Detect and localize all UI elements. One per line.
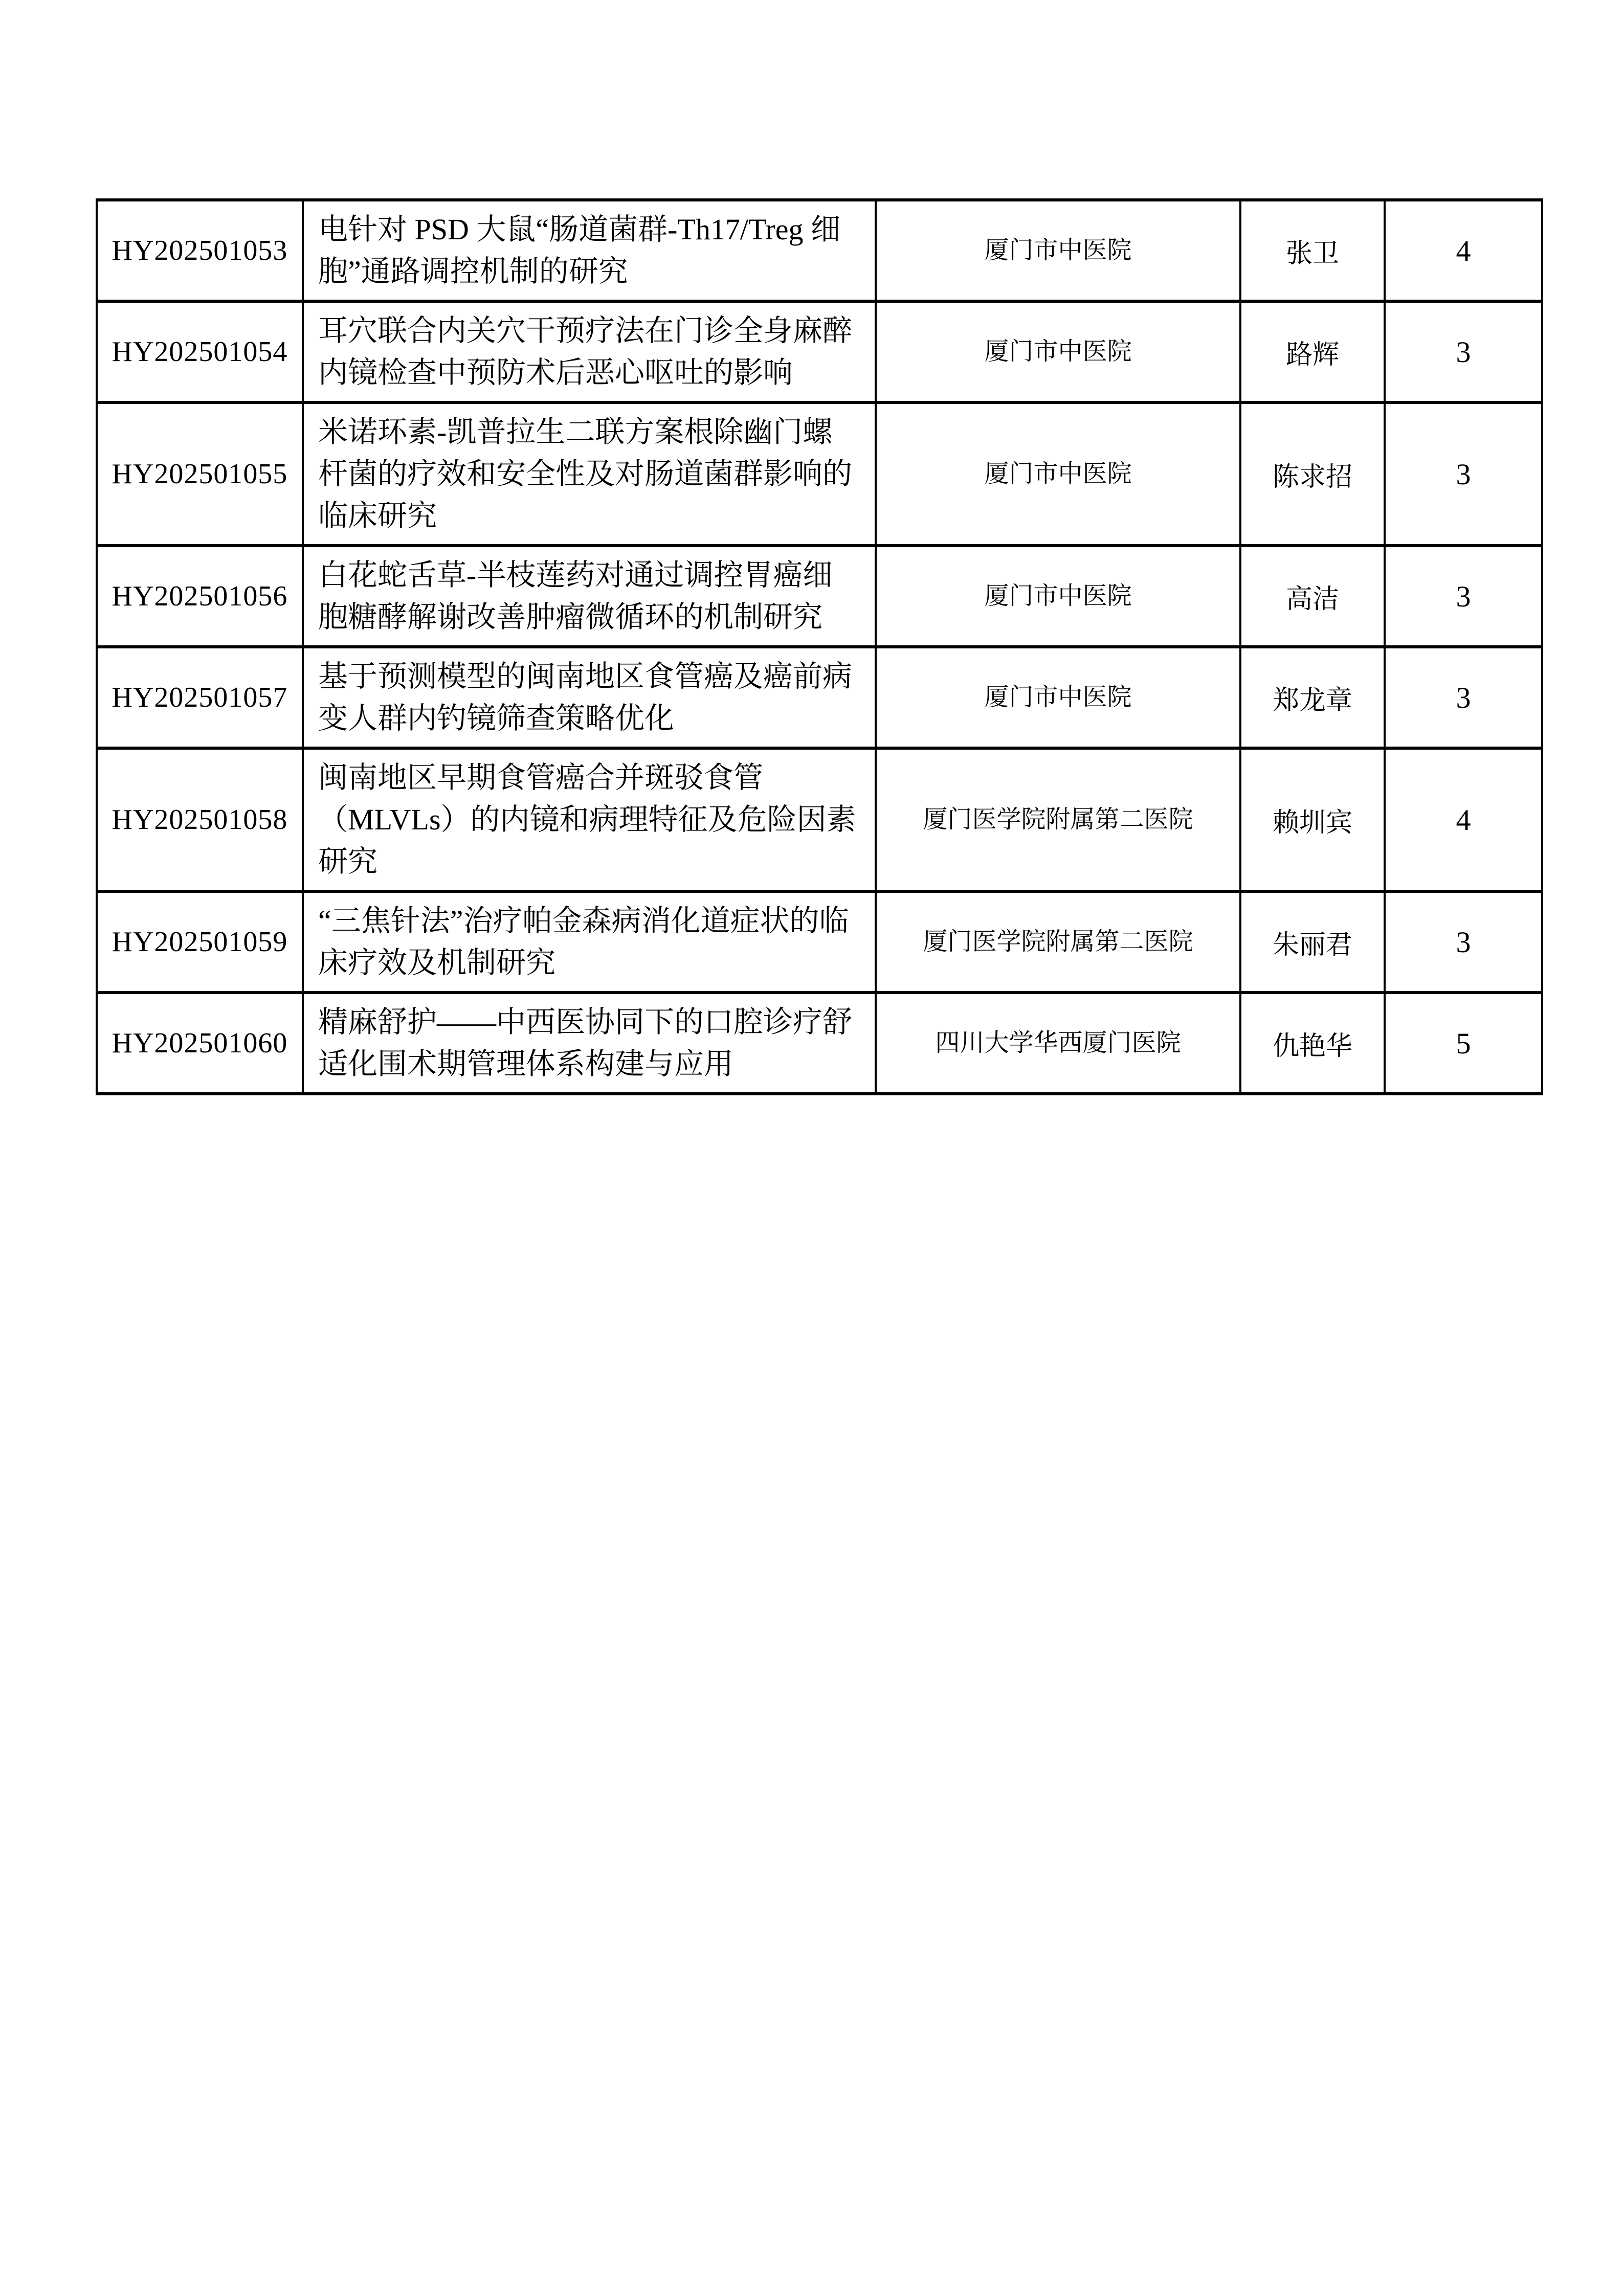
table-row [97, 200, 1542, 301]
projects-table [96, 198, 1543, 1095]
member-count-cell: 3 [1385, 546, 1542, 647]
project-id-cell: HY202501056 [97, 546, 303, 647]
organization-cell: 厦门市中医院 [876, 647, 1240, 748]
project-title-cell: 米诺环素-凯普拉生二联方案根除幽门螺杆菌的疗效和安全性及对肠道菌群影响的临床研究 [303, 402, 876, 546]
organization-cell: 厦门市中医院 [876, 546, 1240, 647]
project-id-cell: HY202501058 [97, 748, 303, 891]
project-id-cell: HY202501059 [97, 891, 303, 993]
member-count-cell: 4 [1385, 748, 1542, 891]
leader-name-cell: 张卫 [1240, 200, 1385, 301]
project-title-cell: “三焦针法”治疗帕金森病消化道症状的临床疗效及机制研究 [303, 891, 876, 993]
member-count-cell: 5 [1385, 993, 1542, 1094]
project-id-cell: HY202501060 [97, 993, 303, 1094]
projects-table-body [97, 200, 1542, 1094]
table-row [97, 402, 1542, 546]
project-id-cell: HY202501053 [97, 200, 303, 301]
table-row [97, 647, 1542, 748]
organization-cell: 厦门市中医院 [876, 200, 1240, 301]
leader-name-cell: 陈求招 [1240, 402, 1385, 546]
table-row [97, 546, 1542, 647]
leader-name-cell: 朱丽君 [1240, 891, 1385, 993]
project-id-cell: HY202501055 [97, 402, 303, 546]
member-count-cell: 3 [1385, 402, 1542, 546]
project-id-cell: HY202501057 [97, 647, 303, 748]
member-count-cell: 3 [1385, 891, 1542, 993]
organization-cell: 厦门市中医院 [876, 402, 1240, 546]
leader-name-cell: 路辉 [1240, 301, 1385, 402]
table-row [97, 301, 1542, 402]
member-count-cell: 3 [1385, 647, 1542, 748]
organization-cell: 厦门医学院附属第二医院 [876, 748, 1240, 891]
organization-cell: 厦门医学院附属第二医院 [876, 891, 1240, 993]
leader-name-cell: 高洁 [1240, 546, 1385, 647]
project-title-cell: 闽南地区早期食管癌合并斑驳食管（MLVLs）的内镜和病理特征及危险因素研究 [303, 748, 876, 891]
project-title-cell: 耳穴联合内关穴干预疗法在门诊全身麻醉内镜检查中预防术后恶心呕吐的影响 [303, 301, 876, 402]
table-row [97, 748, 1542, 891]
leader-name-cell: 赖圳宾 [1240, 748, 1385, 891]
leader-name-cell: 郑龙章 [1240, 647, 1385, 748]
project-title-cell: 精麻舒护——中西医协同下的口腔诊疗舒适化围术期管理体系构建与应用 [303, 993, 876, 1094]
project-title-cell: 基于预测模型的闽南地区食管癌及癌前病变人群内钓镜筛查策略优化 [303, 647, 876, 748]
leader-name-cell: 仇艳华 [1240, 993, 1385, 1094]
member-count-cell: 4 [1385, 200, 1542, 301]
table-row [97, 891, 1542, 993]
organization-cell: 四川大学华西厦门医院 [876, 993, 1240, 1094]
table-row [97, 993, 1542, 1094]
organization-cell: 厦门市中医院 [876, 301, 1240, 402]
project-id-cell: HY202501054 [97, 301, 303, 402]
project-title-cell: 电针对 PSD 大鼠“肠道菌群-Th17/Treg 细胞”通路调控机制的研究 [303, 200, 876, 301]
project-title-cell: 白花蛇舌草-半枝莲药对通过调控胃癌细胞糖酵解谢改善肿瘤微循环的机制研究 [303, 546, 876, 647]
member-count-cell: 3 [1385, 301, 1542, 402]
